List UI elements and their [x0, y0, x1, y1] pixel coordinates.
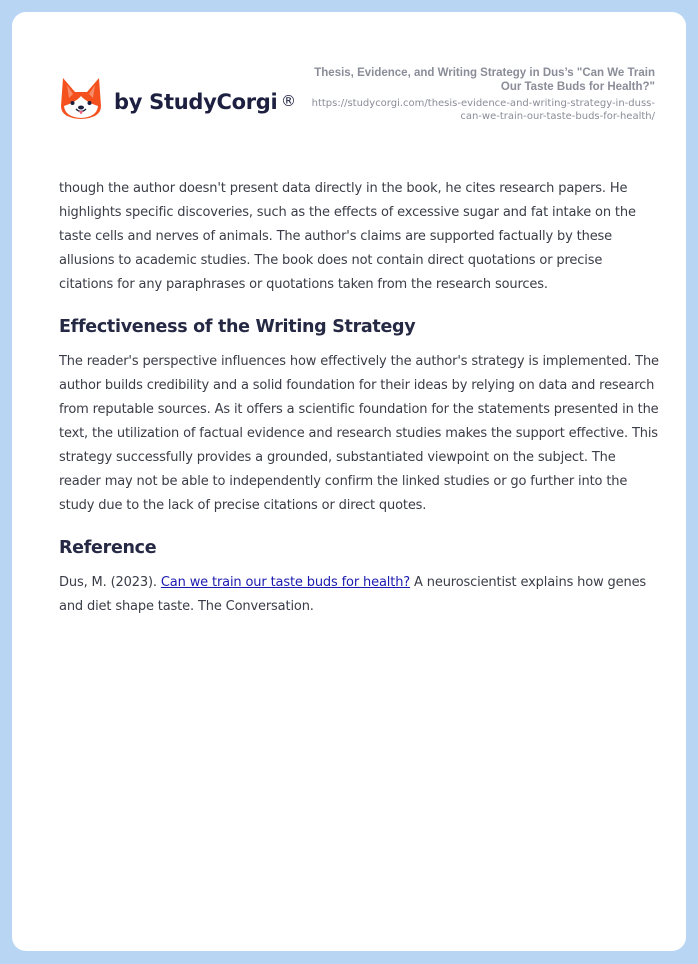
document-meta [295, 66, 655, 123]
reference-link[interactable]: Can we train our taste buds for health? [160, 575, 411, 590]
document-url[interactable]: https://studycorgi.com/thesis-evidence-and-writing-strategy-in-duss-can-we-train-our-taste-buds-for-health/ [311, 98, 655, 122]
section-heading-reference: Reference [59, 538, 157, 558]
reference-entry [59, 571, 659, 619]
document-title: Thesis, Evidence, and Writing Strategy in Dus’s "Can We Train Our Taste Buds for Health?" [314, 67, 655, 93]
registered-mark: ® [281, 92, 296, 110]
article-body [59, 177, 659, 619]
intro-paragraph: though the author doesn't present data directly in the book, he cites research papers. He highlights specific discoveries, such as the effects of excessive sugar and fat intake on the taste cells and nerves of animals. The author's claims are supported factually by these allusions to academic studies. The book does not contain direct quotations or precise citations for any paraphrases or quotations taken from the research sources. [59, 181, 636, 292]
logo-wordmark: by StudyCorgi [114, 90, 278, 114]
section-heading-effectiveness: Effectiveness of the Writing Strategy [59, 317, 416, 337]
reference-author-year: Dus, M. (2023). [59, 575, 161, 590]
effectiveness-paragraph: The reader's perspective influences how effectively the author's strategy is implemented. The author builds credibility and a solid foundation for their ideas by relying on data and research from reputable sources. As it offers a scientific foundation for the statements presented in the text, the utilization of factual evidence and research studies makes the support effective. This strategy successfully provides a grounded, substantiated viewpoint on the subject. The reader may not be able to independently confirm the linked studies or go further into the study due to the lack of precise citations or direct quotes. [59, 354, 659, 513]
corgi-head-icon [60, 76, 102, 120]
reference-source: A neuroscientist explains how genes and diet shape taste. The Conversation. [59, 575, 647, 614]
studycorgi-logo[interactable] [60, 76, 277, 120]
